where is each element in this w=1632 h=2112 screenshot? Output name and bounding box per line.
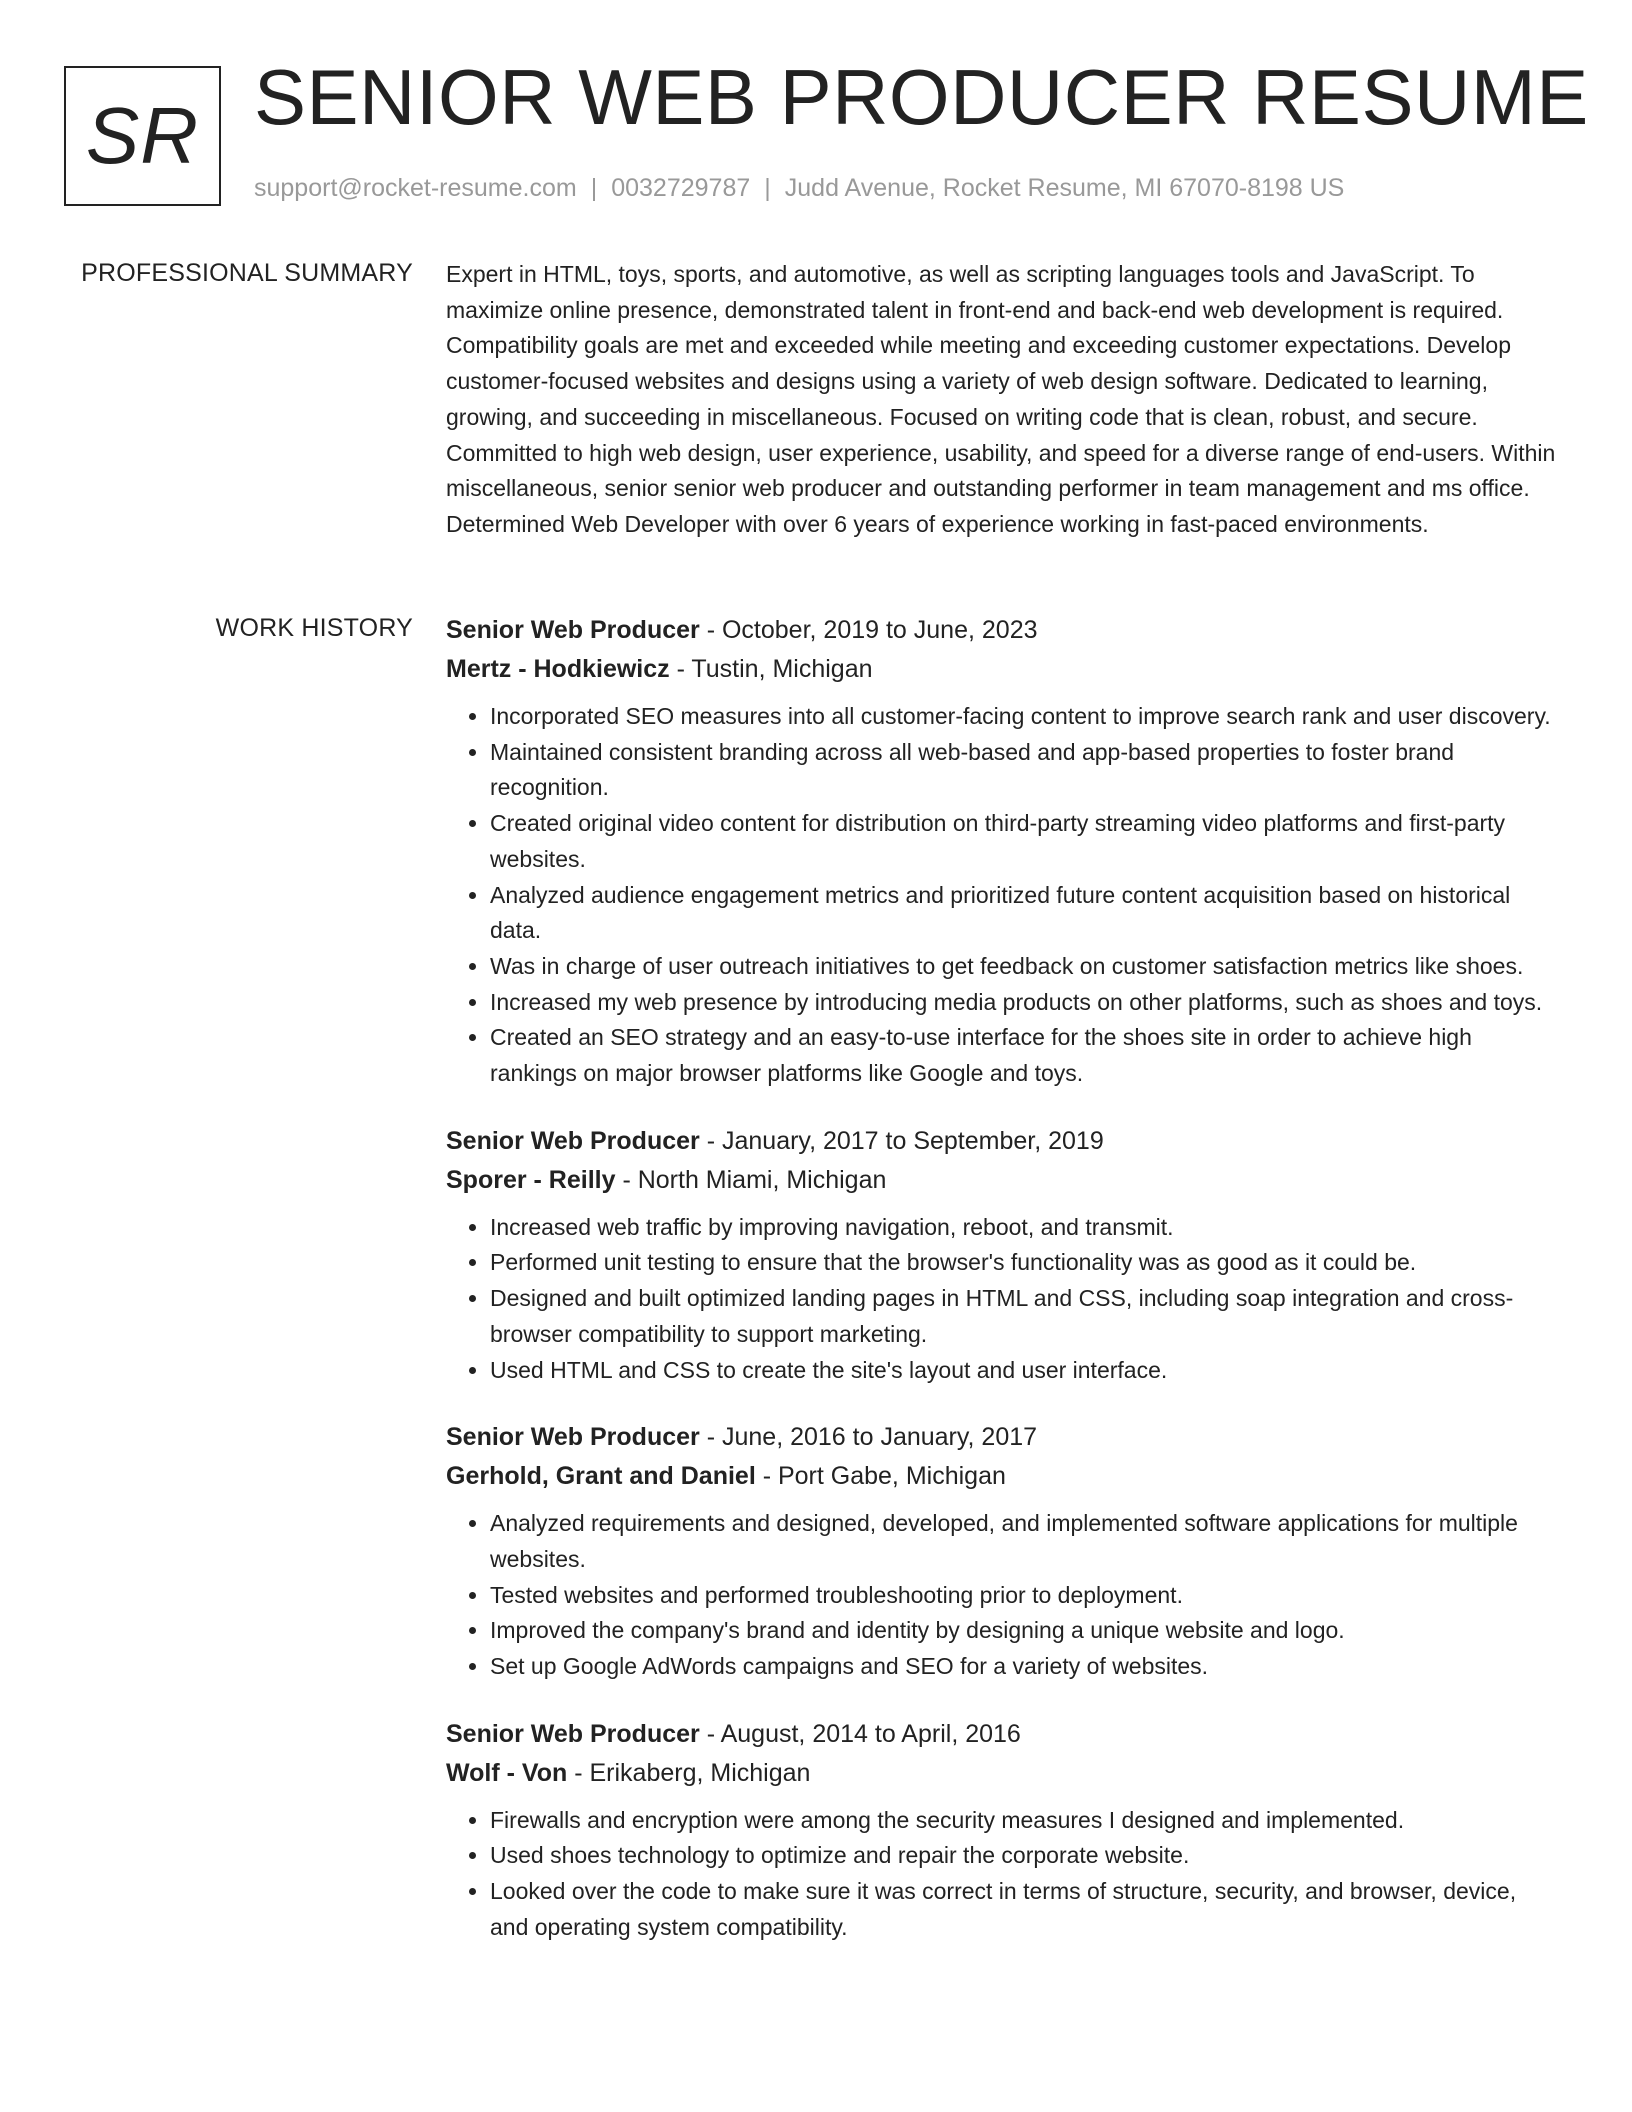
job-bullet: • Incorporated SEO measures into all customer-facing content to improve search rank and user discovery. xyxy=(490,699,1556,735)
job-title-line xyxy=(446,1122,1556,1161)
job-bullet: • Performed unit testing to ensure that the browser's functionality was as good as it could be. xyxy=(490,1245,1556,1281)
job-dates: - August, 2014 to April, 2016 xyxy=(699,1719,1021,1748)
job-title-line xyxy=(446,1418,1556,1457)
contact-phone[interactable]: 0032729787 xyxy=(611,174,751,202)
job-bullet: • Was in charge of user outreach initiatives to get feedback on customer satisfaction metrics like shoes. xyxy=(490,949,1556,985)
job-company-line xyxy=(446,650,1556,689)
job-company: Mertz - Hodkiewicz xyxy=(446,655,670,683)
contact-email[interactable]: support@rocket-resume.com xyxy=(254,174,577,202)
job-dates: - June, 2016 to January, 2017 xyxy=(699,1423,1038,1452)
resume-title: SENIOR WEB PRODUCER RESUME xyxy=(254,53,1589,141)
job-bullet: • Used HTML and CSS to create the site's layout and user interface. xyxy=(490,1353,1556,1389)
job-bullet: • Increased web traffic by improving navigation, reboot, and transmit. xyxy=(490,1210,1556,1246)
job-title-line xyxy=(446,1715,1556,1754)
job-title: Senior Web Producer xyxy=(446,1423,700,1452)
job-bullet: • Designed and built optimized landing pages in HTML and CSS, including soap integration and cross-browser compatibility to support marketing. xyxy=(490,1281,1556,1352)
job-title-line xyxy=(446,611,1556,650)
job-company-line xyxy=(446,1754,1556,1793)
job-bullet: • Set up Google AdWords campaigns and SEO for a variety of websites. xyxy=(490,1649,1556,1685)
job-entry xyxy=(446,1418,1556,1685)
job-bullet-list xyxy=(446,1506,1556,1685)
job-bullet: • Maintained consistent branding across all web-based and app-based properties to foster brand recognition. xyxy=(490,735,1556,806)
work-history-section xyxy=(446,611,1556,1976)
contact-separator: | xyxy=(764,174,771,202)
job-location: - Erikaberg, Michigan xyxy=(567,1758,811,1787)
job-bullet: • Firewalls and encryption were among the security measures I designed and implemented. xyxy=(490,1803,1556,1839)
job-title: Senior Web Producer xyxy=(446,1126,700,1155)
job-entry xyxy=(446,1715,1556,1946)
section-label-summary: PROFESSIONAL SUMMARY xyxy=(81,259,413,287)
job-bullet: • Used shoes technology to optimize and repair the corporate website. xyxy=(490,1838,1556,1874)
job-title: Senior Web Producer xyxy=(446,1719,700,1748)
job-dates: - October, 2019 to June, 2023 xyxy=(699,616,1038,644)
job-bullet-list xyxy=(446,1803,1556,1946)
job-location: - North Miami, Michigan xyxy=(615,1165,887,1194)
section-label-work-history: WORK HISTORY xyxy=(215,614,413,642)
job-bullet: • Created original video content for distribution on third-party streaming video platforms and first-party websites. xyxy=(490,806,1556,877)
job-company-line xyxy=(446,1161,1556,1200)
job-entry xyxy=(446,1122,1556,1389)
job-bullet-list xyxy=(446,1210,1556,1389)
job-location: - Tustin, Michigan xyxy=(669,655,873,683)
job-bullet: • Tested websites and performed troubleshooting prior to deployment. xyxy=(490,1578,1556,1614)
job-bullet: • Analyzed audience engagement metrics and prioritized future content acquisition based on historical data. xyxy=(490,878,1556,949)
job-company: Sporer - Reilly xyxy=(446,1165,616,1194)
job-company-line xyxy=(446,1457,1556,1496)
job-company: Gerhold, Grant and Daniel xyxy=(446,1462,756,1491)
job-location: - Port Gabe, Michigan xyxy=(755,1462,1006,1491)
job-dates: - January, 2017 to September, 2019 xyxy=(699,1126,1104,1155)
monogram-logo: SR xyxy=(64,66,221,206)
job-bullet: • Improved the company's brand and identity by designing a unique website and logo. xyxy=(490,1613,1556,1649)
contact-line xyxy=(254,174,1344,203)
job-bullet: • Increased my web presence by introducing media products on other platforms, such as shoes and toys. xyxy=(490,985,1556,1021)
job-bullet-list xyxy=(446,699,1556,1092)
job-bullet: • Analyzed requirements and designed, developed, and implemented software applications for multiple websites. xyxy=(490,1506,1556,1577)
summary-section xyxy=(446,257,1556,543)
job-title: Senior Web Producer xyxy=(446,616,700,644)
job-bullet: • Created an SEO strategy and an easy-to-use interface for the shoes site in order to achieve high rankings on major browser platforms like Google and toys. xyxy=(490,1020,1556,1091)
job-bullet: • Looked over the code to make sure it was correct in terms of structure, security, and browser, device, and operating system compatibility. xyxy=(490,1874,1556,1945)
job-entry xyxy=(446,611,1556,1092)
contact-address: Judd Avenue, Rocket Resume, MI 67070-8198 US xyxy=(784,174,1345,202)
summary-text: Expert in HTML, toys, sports, and automotive, as well as scripting languages tools and JavaScript. To maximize online presence, demonstrated talent in front-end and back-end web development is required. Compatibility goals are met and exceeded while meeting and exceeding customer expectations. Develop customer-focused websites and designs using a variety of web design software. Dedicated to learning, growing, and succeeding in miscellaneous. Focused on writing code that is clean, robust, and secure. Committed to high web design, user experience, usability, and speed for a diverse range of end-users. Within miscellaneous, senior senior web producer and outstanding performer in team management and ms office. Determined Web Developer with over 6 years of experience working in fast-paced environments. xyxy=(446,261,1556,537)
contact-separator: | xyxy=(590,174,598,202)
job-company: Wolf - Von xyxy=(446,1758,568,1787)
